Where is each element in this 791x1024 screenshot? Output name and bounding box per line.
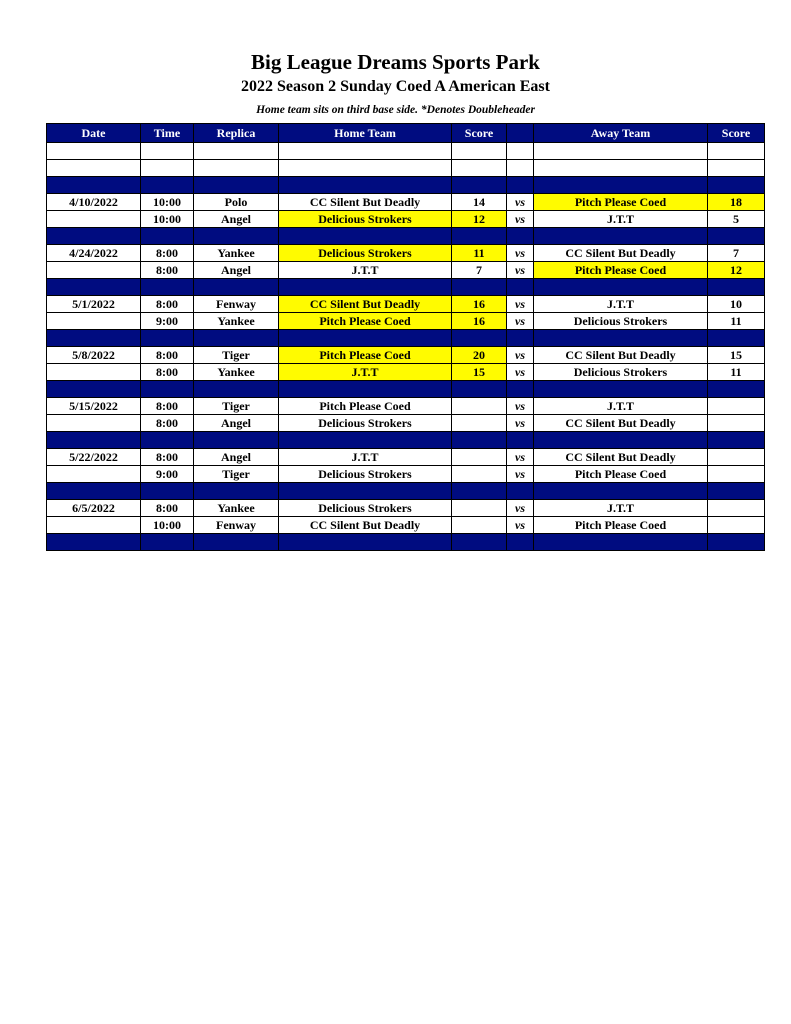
home-score-cell: 16 (452, 296, 507, 313)
date-cell: 5/8/2022 (47, 347, 141, 364)
blank-row (47, 143, 765, 160)
separator-row (47, 534, 765, 551)
schedule-table (46, 123, 765, 551)
away-score-cell (708, 466, 765, 483)
date-cell: 5/15/2022 (47, 398, 141, 415)
away-team-cell: J.T.T (534, 500, 708, 517)
time-cell: 8:00 (141, 500, 194, 517)
away-score-cell: 11 (708, 313, 765, 330)
home-score-cell: 16 (452, 313, 507, 330)
replica-cell: Angel (194, 211, 279, 228)
away-score-cell: 10 (708, 296, 765, 313)
away-team-cell: J.T.T (534, 398, 708, 415)
away-score-cell (708, 398, 765, 415)
home-team-cell: CC Silent But Deadly (279, 517, 452, 534)
column-header-vs (507, 124, 534, 143)
home-score-cell (452, 517, 507, 534)
vs-cell: vs (507, 364, 534, 381)
home-team-cell: Pitch Please Coed (279, 313, 452, 330)
time-cell: 8:00 (141, 398, 194, 415)
table-row (47, 194, 765, 211)
vs-cell: vs (507, 398, 534, 415)
time-cell: 9:00 (141, 466, 194, 483)
table-row (47, 245, 765, 262)
column-header-time: Time (141, 124, 194, 143)
replica-cell: Tiger (194, 347, 279, 364)
date-cell (47, 466, 141, 483)
replica-cell: Fenway (194, 517, 279, 534)
away-team-cell: Pitch Please Coed (534, 517, 708, 534)
table-row (47, 364, 765, 381)
time-cell: 8:00 (141, 364, 194, 381)
date-cell: 5/22/2022 (47, 449, 141, 466)
away-team-cell: CC Silent But Deadly (534, 415, 708, 432)
away-team-cell: CC Silent But Deadly (534, 347, 708, 364)
vs-cell: vs (507, 517, 534, 534)
away-score-cell: 12 (708, 262, 765, 279)
date-cell (47, 262, 141, 279)
separator-row (47, 432, 765, 449)
home-score-cell (452, 466, 507, 483)
away-team-cell: J.T.T (534, 211, 708, 228)
schedule-note: Home team sits on third base side. *Denotes Doubleheader (256, 104, 535, 116)
date-cell (47, 313, 141, 330)
time-cell: 10:00 (141, 517, 194, 534)
away-team-cell: CC Silent But Deadly (534, 245, 708, 262)
home-team-cell: J.T.T (279, 262, 452, 279)
table-header-row (47, 124, 765, 143)
home-score-cell (452, 449, 507, 466)
replica-cell: Tiger (194, 466, 279, 483)
date-cell (47, 211, 141, 228)
time-cell: 8:00 (141, 449, 194, 466)
table-row (47, 415, 765, 432)
home-team-cell: Pitch Please Coed (279, 398, 452, 415)
table-row (47, 211, 765, 228)
away-team-cell: Delicious Strokers (534, 313, 708, 330)
separator-row (47, 228, 765, 245)
table-row (47, 262, 765, 279)
column-header-date: Date (47, 124, 141, 143)
home-team-cell: Pitch Please Coed (279, 347, 452, 364)
column-header-away-score: Score (708, 124, 765, 143)
away-score-cell: 15 (708, 347, 765, 364)
away-team-cell: Pitch Please Coed (534, 194, 708, 211)
home-score-cell: 7 (452, 262, 507, 279)
home-team-cell: J.T.T (279, 449, 452, 466)
time-cell: 8:00 (141, 262, 194, 279)
away-team-cell: J.T.T (534, 296, 708, 313)
away-score-cell (708, 500, 765, 517)
time-cell: 8:00 (141, 415, 194, 432)
home-score-cell (452, 398, 507, 415)
table-row (47, 466, 765, 483)
table-row (47, 296, 765, 313)
column-header-home-score: Score (452, 124, 507, 143)
away-score-cell: 11 (708, 364, 765, 381)
date-cell: 5/1/2022 (47, 296, 141, 313)
home-team-cell: Delicious Strokers (279, 245, 452, 262)
replica-cell: Polo (194, 194, 279, 211)
away-score-cell: 18 (708, 194, 765, 211)
vs-cell: vs (507, 211, 534, 228)
replica-cell: Angel (194, 262, 279, 279)
vs-cell: vs (507, 296, 534, 313)
date-cell (47, 364, 141, 381)
away-score-cell: 7 (708, 245, 765, 262)
away-team-cell: Pitch Please Coed (534, 466, 708, 483)
date-cell: 6/5/2022 (47, 500, 141, 517)
replica-cell: Angel (194, 449, 279, 466)
schedule-subtitle: 2022 Season 2 Sunday Coed A American East (241, 78, 550, 95)
vs-cell: vs (507, 466, 534, 483)
time-cell: 8:00 (141, 296, 194, 313)
column-header-away-team: Away Team (534, 124, 708, 143)
home-team-cell: Delicious Strokers (279, 415, 452, 432)
vs-cell: vs (507, 347, 534, 364)
page-title: Big League Dreams Sports Park (251, 50, 540, 74)
vs-cell: vs (507, 262, 534, 279)
vs-cell: vs (507, 245, 534, 262)
replica-cell: Yankee (194, 245, 279, 262)
separator-row (47, 381, 765, 398)
replica-cell: Fenway (194, 296, 279, 313)
date-cell (47, 415, 141, 432)
replica-cell: Tiger (194, 398, 279, 415)
away-team-cell: Pitch Please Coed (534, 262, 708, 279)
table-row (47, 449, 765, 466)
date-cell: 4/10/2022 (47, 194, 141, 211)
away-score-cell (708, 517, 765, 534)
home-team-cell: Delicious Strokers (279, 500, 452, 517)
replica-cell: Yankee (194, 364, 279, 381)
replica-cell: Angel (194, 415, 279, 432)
home-team-cell: J.T.T (279, 364, 452, 381)
time-cell: 8:00 (141, 245, 194, 262)
date-cell (47, 517, 141, 534)
home-score-cell (452, 500, 507, 517)
away-score-cell (708, 449, 765, 466)
separator-row (47, 279, 765, 296)
time-cell: 10:00 (141, 211, 194, 228)
vs-cell: vs (507, 500, 534, 517)
date-cell: 4/24/2022 (47, 245, 141, 262)
home-team-cell: CC Silent But Deadly (279, 194, 452, 211)
home-score-cell: 12 (452, 211, 507, 228)
home-score-cell: 14 (452, 194, 507, 211)
replica-cell: Yankee (194, 500, 279, 517)
vs-cell: vs (507, 313, 534, 330)
home-score-cell: 15 (452, 364, 507, 381)
home-score-cell: 11 (452, 245, 507, 262)
away-team-cell: Delicious Strokers (534, 364, 708, 381)
table-row (47, 347, 765, 364)
home-score-cell (452, 415, 507, 432)
home-score-cell: 20 (452, 347, 507, 364)
away-score-cell (708, 415, 765, 432)
schedule-body (47, 143, 765, 551)
home-team-cell: Delicious Strokers (279, 211, 452, 228)
blank-row (47, 160, 765, 177)
table-row (47, 517, 765, 534)
time-cell: 8:00 (141, 347, 194, 364)
away-score-cell: 5 (708, 211, 765, 228)
home-team-cell: Delicious Strokers (279, 466, 452, 483)
away-team-cell: CC Silent But Deadly (534, 449, 708, 466)
vs-cell: vs (507, 194, 534, 211)
column-header-home-team: Home Team (279, 124, 452, 143)
column-header-replica: Replica (194, 124, 279, 143)
vs-cell: vs (507, 449, 534, 466)
separator-row (47, 483, 765, 500)
table-row (47, 313, 765, 330)
table-row (47, 500, 765, 517)
home-team-cell: CC Silent But Deadly (279, 296, 452, 313)
time-cell: 9:00 (141, 313, 194, 330)
time-cell: 10:00 (141, 194, 194, 211)
separator-row (47, 177, 765, 194)
separator-row (47, 330, 765, 347)
table-row (47, 398, 765, 415)
replica-cell: Yankee (194, 313, 279, 330)
vs-cell: vs (507, 415, 534, 432)
